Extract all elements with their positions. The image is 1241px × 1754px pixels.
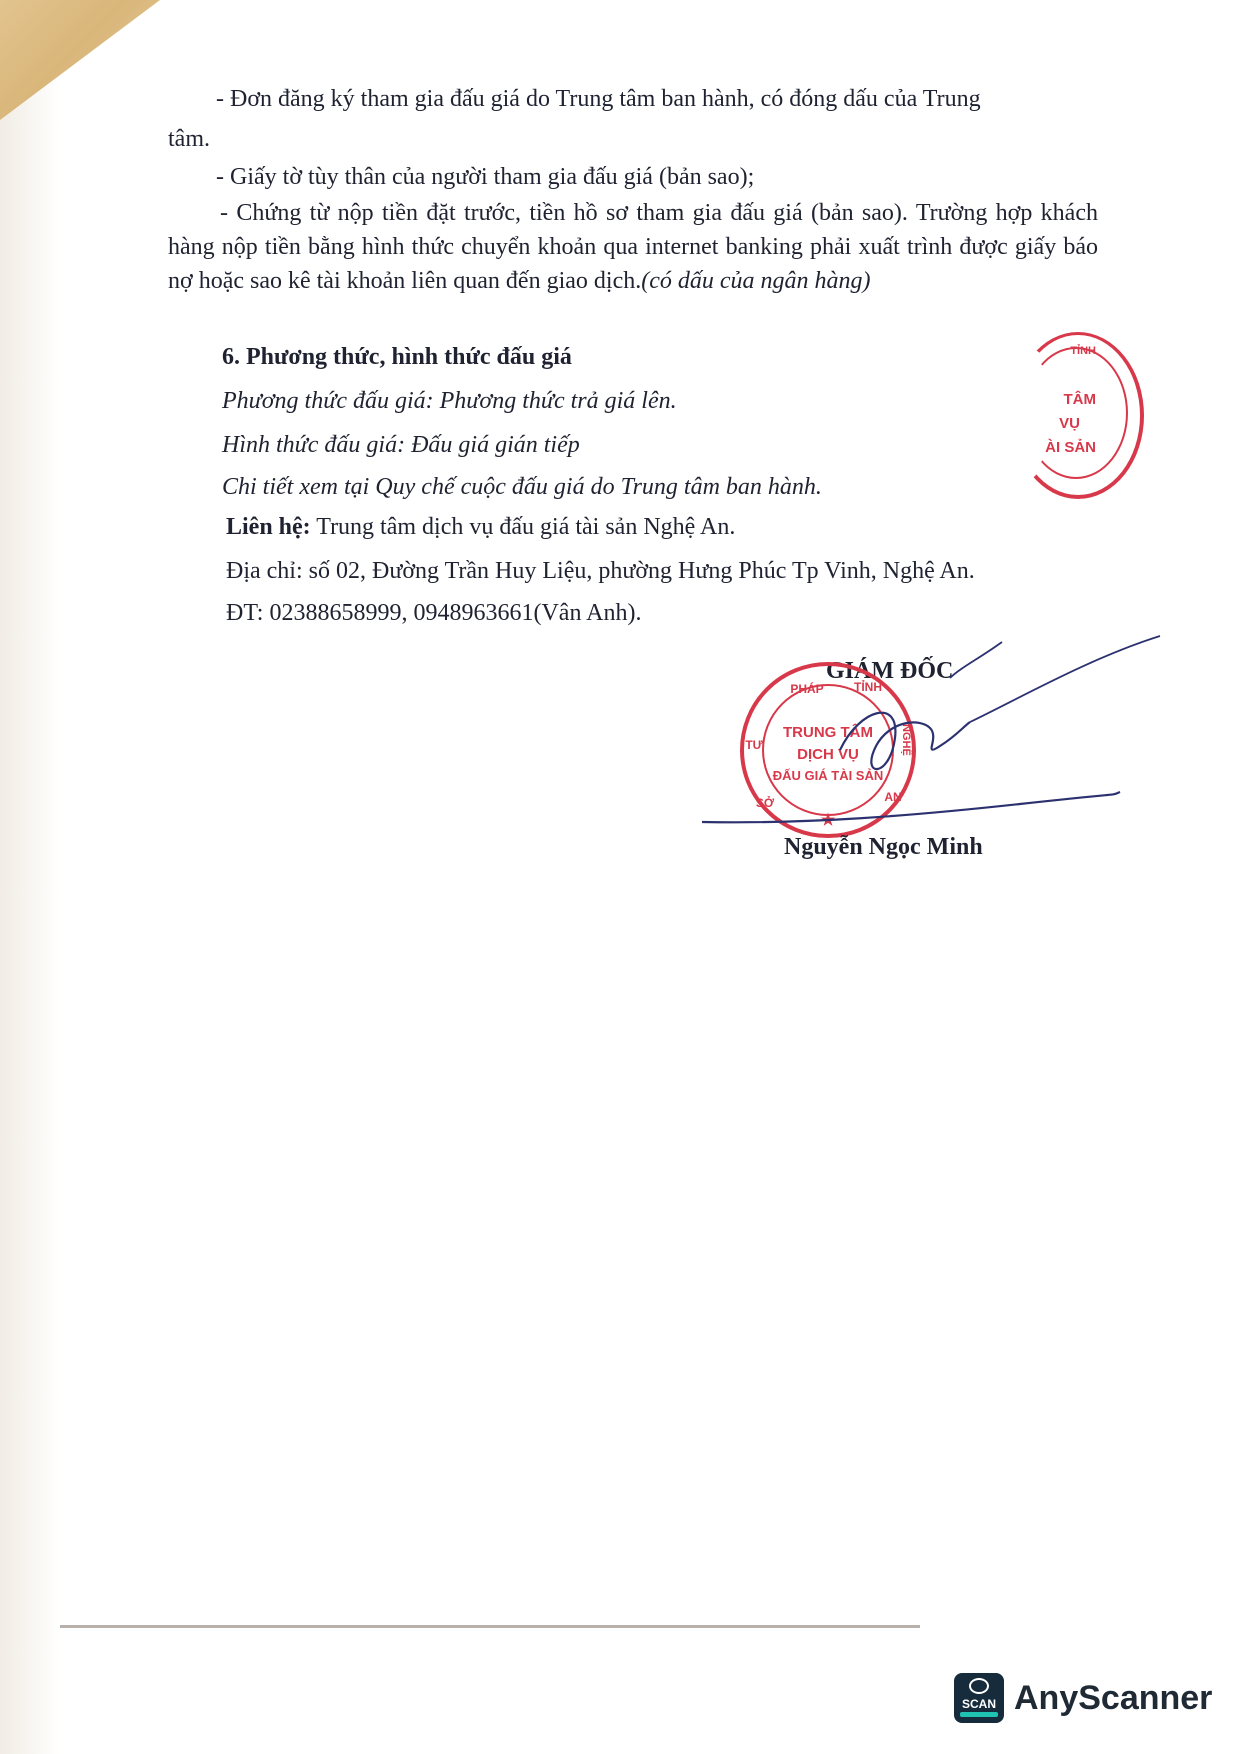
para3-text: - Chứng từ nộp tiền đặt trước, tiền hồ sơ tham gia đấu giá (bản sao). Trường hợp khách hàng nộp tiền bằng hình thức chuyển khoản qua internet banking phải xuất trình được giấy báo nợ hoặc sao kê tài khoản liên quan đến giao dịch.: [168, 200, 1098, 294]
page-bottom-edge: [60, 1625, 920, 1628]
seal-ring-top: PHÁP: [790, 682, 824, 696]
brand-name: AnyScanner: [1014, 1678, 1213, 1717]
seal-ring-an: AN: [884, 790, 902, 804]
contact-value: Trung tâm dịch vụ đấu giá tài sản Nghệ An.: [316, 514, 736, 540]
seal-line2: DỊCH VỤ: [797, 746, 859, 763]
para3: [168, 196, 1098, 298]
section6-heading: 6. Phương thức, hình thức đấu giá: [222, 344, 572, 370]
seal-ring-side: NGHỆ: [900, 724, 912, 756]
para1-line1: - Đơn đăng ký tham gia đấu giá do Trung tâm ban hành, có đóng dấu của Trung: [216, 86, 981, 112]
address-line: Địa chỉ: số 02, Đường Trần Huy Liệu, phường Hưng Phúc Tp Vinh, Nghệ An.: [226, 558, 975, 584]
partial-stamp-ring-top: TỈNH: [1070, 345, 1096, 357]
seal-star-icon: ★: [820, 812, 836, 829]
signer-title: GIÁM ĐỐC: [826, 658, 954, 684]
signer-name: Nguyễn Ngọc Minh: [784, 834, 983, 860]
seal-line1: TRUNG TÂM: [783, 724, 873, 741]
partial-stamp-line1: TÂM: [1063, 391, 1096, 408]
seal-line3: ĐẤU GIÁ TÀI SẢN: [772, 768, 884, 783]
scan-icon-label: SCAN: [961, 1697, 996, 1711]
seal-ring-left: TƯ: [745, 738, 763, 752]
partial-stamp-line3: ÀI SẢN: [1045, 439, 1096, 456]
seal-ring-right: TỈNH: [854, 680, 882, 694]
signature: [690, 628, 1170, 848]
method-line: Phương thức đấu giá: Phương thức trả giá lên.: [222, 388, 677, 414]
scan-left-shadow: [0, 0, 60, 1754]
para1-line2: tâm.: [168, 126, 210, 152]
seal-ring-bottom: SỞ: [755, 796, 775, 810]
contact-label: Liên hệ:: [226, 514, 311, 540]
para2: - Giấy tờ tùy thân của người tham gia đấu giá (bản sao);: [216, 164, 755, 190]
para3-italic: (có dấu của ngân hàng): [641, 268, 871, 294]
partial-stamp: [1012, 332, 1144, 499]
form-line: Hình thức đấu giá: Đấu giá gián tiếp: [222, 432, 580, 458]
phone-line: ĐT: 02388658999, 0948963661(Vân Anh).: [226, 600, 642, 626]
contact-line: [226, 510, 735, 544]
details-line: Chi tiết xem tại Quy chế cuộc đấu giá do Trung tâm ban hành.: [222, 474, 822, 500]
camera-icon: [954, 1673, 1004, 1723]
partial-stamp-line2: VỤ: [1059, 415, 1080, 432]
anyscanner-watermark: [954, 1673, 1212, 1723]
